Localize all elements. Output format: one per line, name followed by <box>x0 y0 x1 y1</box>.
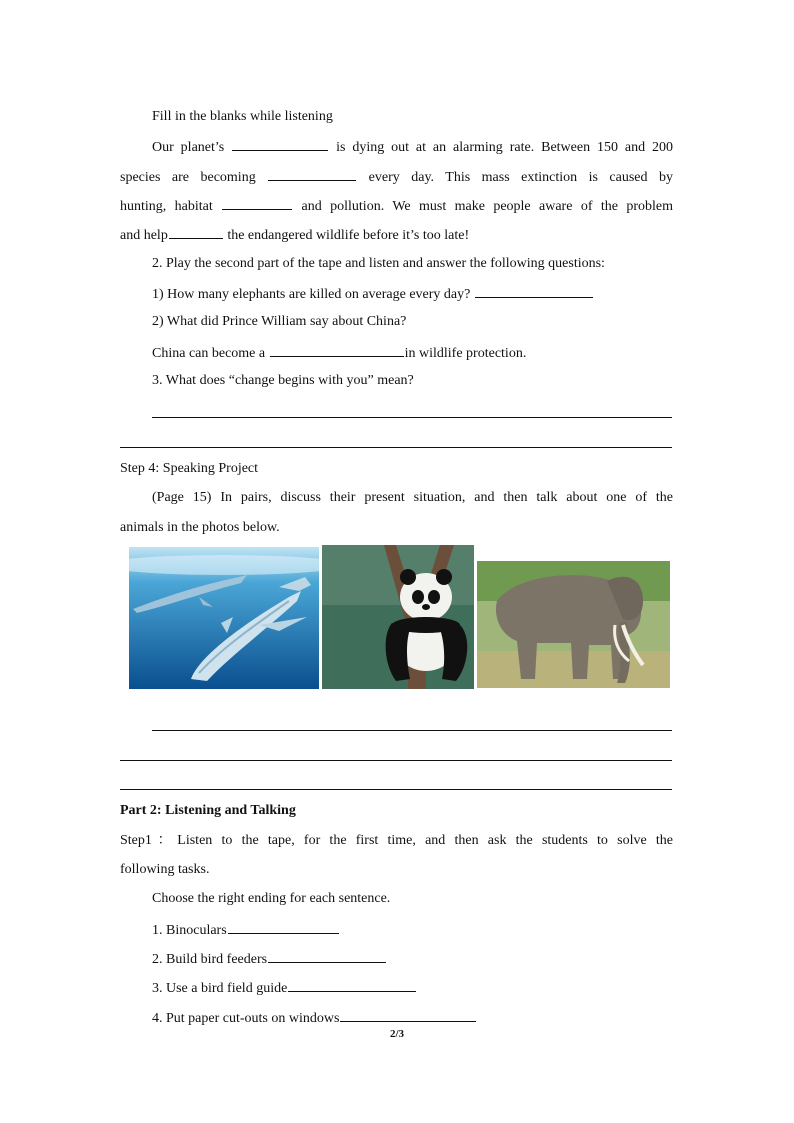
answer-line[interactable] <box>120 789 672 790</box>
answer-line[interactable] <box>152 417 672 418</box>
answer-blank[interactable] <box>270 343 404 357</box>
panda-photo <box>322 545 474 689</box>
step4-line-1: (Page 15) In pairs, discuss their present situation, and then talk about one of the <box>152 490 673 505</box>
q2-2: 2) What did Prince William say about China? <box>152 314 407 329</box>
step1-line-1: Step1：Listen to the tape, for the first time, and then ask the students to solve the <box>120 833 673 848</box>
step4-title: Step 4: Speaking Project <box>120 461 259 476</box>
text: and pollution. We must make people aware of the problem <box>301 199 674 214</box>
q2-2-answer <box>152 343 526 363</box>
answer-line[interactable] <box>120 760 672 761</box>
text: 2. Build bird feeders <box>152 952 268 967</box>
blank-2[interactable] <box>268 167 356 181</box>
list-item <box>152 978 417 998</box>
text: 4. Put paper cut-outs on windows <box>152 1011 340 1026</box>
text: in wildlife protection. <box>404 346 527 361</box>
elephant-photo <box>477 561 670 688</box>
para-line-4 <box>120 225 469 245</box>
text: and help <box>120 228 168 243</box>
q2-1 <box>152 284 594 304</box>
blank-3[interactable] <box>222 196 292 210</box>
step1-line-2: following tasks. <box>120 862 210 877</box>
q3: 3. What does “change begins with you” mean? <box>152 373 414 388</box>
blank-1[interactable] <box>232 137 328 151</box>
whale-photo <box>129 547 319 689</box>
text: Our planet’s <box>152 140 225 155</box>
answer-blank[interactable] <box>228 920 339 934</box>
answer-blank[interactable] <box>340 1008 476 1022</box>
text: is dying out at an alarming rate. Between 150 and 200 <box>336 140 674 155</box>
blank-4[interactable] <box>169 225 223 239</box>
text: 1) How many elephants are killed on average every day? <box>152 287 471 302</box>
list-item <box>152 1008 477 1028</box>
text: 3. Use a bird field guide <box>152 981 288 996</box>
part2-title: Part 2: Listening and Talking <box>120 803 296 818</box>
step4-line-2: animals in the photos below. <box>120 520 280 535</box>
answer-blank[interactable] <box>268 949 386 963</box>
answer-blank[interactable] <box>288 978 416 992</box>
list-item <box>152 920 340 940</box>
para-line-2 <box>120 167 673 187</box>
text: every day. This mass extinction is caused by <box>368 170 673 185</box>
answer-blank[interactable] <box>475 284 593 298</box>
text: species are becoming <box>120 170 256 185</box>
text: hunting, habitat <box>120 199 213 214</box>
choose-instruction: Choose the right ending for each sentence. <box>152 891 391 906</box>
text: China can become a <box>152 346 266 361</box>
para-line-1 <box>152 137 673 157</box>
text: 1. Binoculars <box>152 923 227 938</box>
fill-title: Fill in the blanks while listening <box>152 109 333 124</box>
q2-intro: 2. Play the second part of the tape and listen and answer the following questions: <box>152 256 605 271</box>
para-line-3 <box>120 196 673 216</box>
list-item <box>152 949 387 969</box>
text: the endangered wildlife before it’s too late! <box>227 228 470 243</box>
answer-line[interactable] <box>120 447 672 448</box>
answer-line[interactable] <box>152 730 672 731</box>
page-number: 2/3 <box>389 1028 405 1040</box>
